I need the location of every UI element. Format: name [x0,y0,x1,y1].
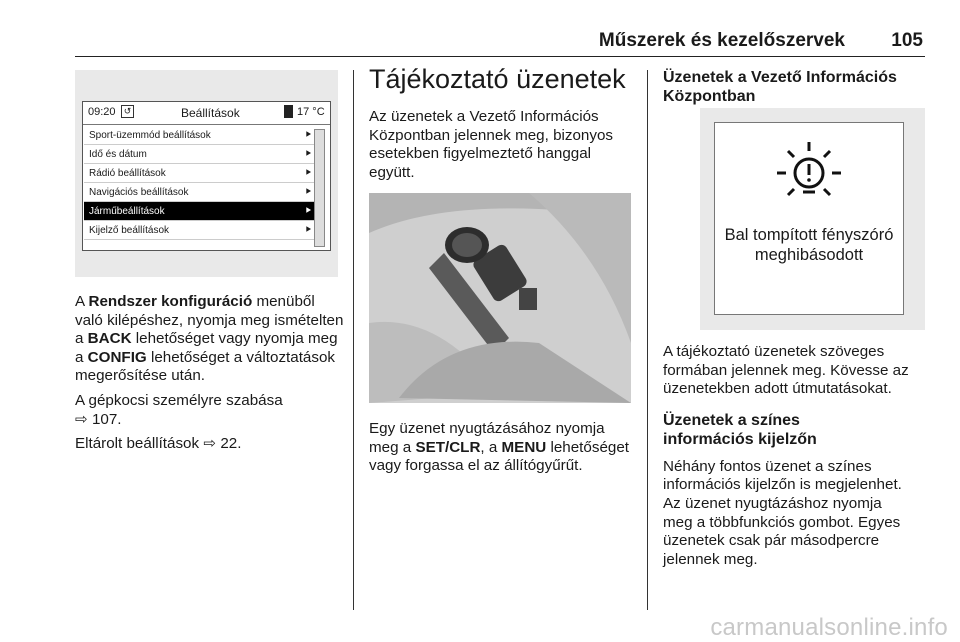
column-3-text [663,343,925,569]
chevron-right-icon: ⯈ [304,187,312,198]
bulb-failure-icon [774,139,844,209]
header-rule [75,56,925,57]
watermark: carmanualsonline.info [710,614,948,641]
saved-settings-paragraph: Eltárolt beállítások ⇨ 22. [75,435,242,453]
exit-menu-paragraph: A Rendszer konfiguráció menüből való kilépéshez, nyomja meg ismételten a BACK lehetőséget vagy nyomja meg a CONFIG lehetőséget a változtatások megerősítése után. [75,293,344,385]
chevron-right-icon: ⯈ [304,206,312,217]
display-time: 09:20 [88,106,116,118]
menu-item: Sport-üzemmód beállítások ⯈ [84,126,318,145]
warning-display [714,122,904,315]
chevron-right-icon: ⯈ [304,149,312,160]
text-messages-paragraph: A tájékoztató üzenetek szöveges formában jelennek meg. Kövesse az üzenetekben adott útmutatásokat. [663,343,909,398]
dic-messages-heading: Üzenetek a Vezető Információs Központban [663,69,897,105]
warning-message-image [700,108,925,330]
menu-item: Kijelző beállítások ⯈ [84,221,318,240]
menu-item: Rádió beállítások ⯈ [84,164,318,183]
thermometer-icon [284,105,293,118]
back-arrow-icon: ↺ [121,105,134,118]
column-divider-1 [353,70,354,610]
chevron-right-icon: ⯈ [304,225,312,236]
page-ref-icon: ⇨ [203,435,217,453]
display-temp: 17 °C [297,106,325,118]
stalk-photo-drawing [369,193,631,403]
page-ref-icon: ⇨ [75,410,88,428]
section-heading: Tájékoztató üzenetek [369,64,626,94]
column-divider-2 [647,70,648,610]
header-title: Műszerek és kezelőszervek [598,30,845,51]
display-title: Beállítások [181,106,240,120]
chevron-right-icon: ⯈ [304,130,312,141]
personalization-paragraph: A gépkocsi személyre szabása ⇨ 107. [75,391,283,428]
acknowledge-paragraph-wrap [369,420,631,476]
display-status-bar [83,102,330,125]
steering-column-photo [369,193,631,403]
menu-item: Navigációs beállítások ⯈ [84,183,318,202]
warning-text: Bal tompított fényszóró meghibásodott [724,226,894,264]
color-display-paragraph: Néhány fontos üzenet a színes információs kijelzőn is megjelenhet. Az üzenet nyugtázáshoz nyomja meg a többfunkciós gombot. Egyes üzenetek csak pár másodpercre jelennek meg. [663,457,902,568]
page-header [75,22,925,51]
column-3-heading-1 [663,68,925,106]
page-number: 105 [891,30,923,51]
chevron-right-icon: ⯈ [304,168,312,179]
menu-item-selected: Járműbeállítások ⯈ [84,202,318,221]
intro-paragraph: Az üzenetek a Vezető Információs Központban jelennek meg, bizonyos esetekben figyelmeztető hanggal együtt. [369,108,614,181]
color-display-heading: Üzenetek a színes információs kijelzőn [663,411,817,448]
menu-item: Idő és dátum ⯈ [84,145,318,164]
acknowledge-paragraph: Egy üzenet nyugtázásához nyomja meg a SET/CLR, a MENU lehetőséget vagy forgassa el az állítógyűrűt. [369,420,630,475]
display-panel [82,101,331,251]
column-2-text [369,62,637,182]
settings-screen-image [75,70,338,277]
column-1-text [75,293,345,454]
display-scrollbar [314,129,325,247]
